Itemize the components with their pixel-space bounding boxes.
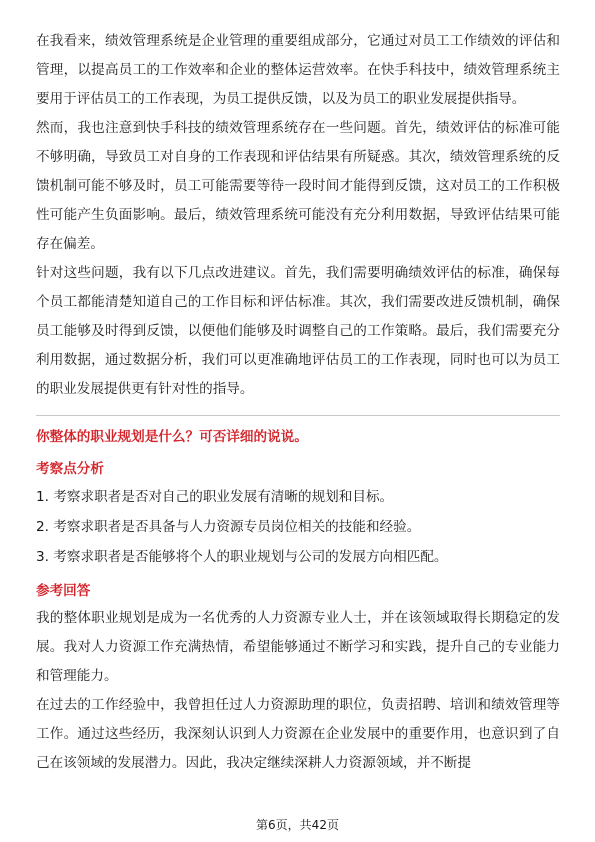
analysis-list	[36, 482, 560, 572]
body-paragraph: 在我看来，绩效管理系统是企业管理的重要组成部分，它通过对员工工作绩效的评估和管理，以提高员工的工作效率和企业的整体运营效率。在快手科技中，绩效管理系统主要用于评估员工的工作表现，为员工提供反馈，以及为员工的职业发展提供指导。	[36, 33, 560, 107]
answer-paragraph: 我的整体职业规划是成为一名优秀的人力资源专业人士，并在该领域取得长期稳定的发展。我对人力资源工作充满热情，希望能够通过不断学习和实践，提升自己的专业能力和管理能力。	[36, 610, 560, 684]
interview-question: 你整体的职业规划是什么？可否详细的说说。	[36, 429, 308, 445]
section-divider	[36, 415, 560, 416]
answer-paragraph: 在过去的工作经验中，我曾担任过人力资源助理的职位，负责招聘、培训和绩效管理等工作。通过这些经历，我深刻认识到人力资源在企业发展中的重要作用，也意识到了自己在该领域的发展潜力。因此，我决定继续深耕人力资源领域，并不断提	[36, 697, 560, 771]
page-number: 第6页，共42页	[256, 818, 339, 832]
list-item: 2. 考察求职者是否具备与人力资源专员岗位相关的技能和经验。	[36, 519, 421, 535]
answer-heading: 参考回答	[36, 583, 91, 599]
body-paragraph: 然而，我也注意到快手科技的绩效管理系统存在一些问题。首先，绩效评估的标准可能不够明确，导致员工对自身的工作表现和评估结果有所疑惑。其次，绩效管理系统的反馈机制可能不够及时，员工可能需要等待一段时间才能得到反馈，这对员工的工作积极性可能产生负面影响。最后，绩效管理系统可能没有充分利用数据，导致评估结果可能存在偏差。	[36, 120, 560, 252]
analysis-heading: 考察点分析	[36, 461, 104, 477]
list-item: 3. 考察求职者是否能够将个人的职业规划与公司的发展方向相匹配。	[36, 549, 448, 565]
body-paragraph: 针对这些问题，我有以下几点改进建议。首先，我们需要明确绩效评估的标准，确保每个员工都能清楚知道自己的工作目标和评估标准。其次，我们需要改进反馈机制，确保员工能够及时得到反馈，以便他们能够及时调整自己的工作策略。最后，我们需要充分利用数据，通过数据分析，我们可以更准确地评估员工的工作表现，同时也可以为员工的职业发展提供更有针对性的指导。	[36, 265, 560, 397]
list-item: 1. 考察求职者是否对自己的职业发展有清晰的规划和目标。	[36, 489, 394, 505]
page-content	[36, 27, 560, 778]
